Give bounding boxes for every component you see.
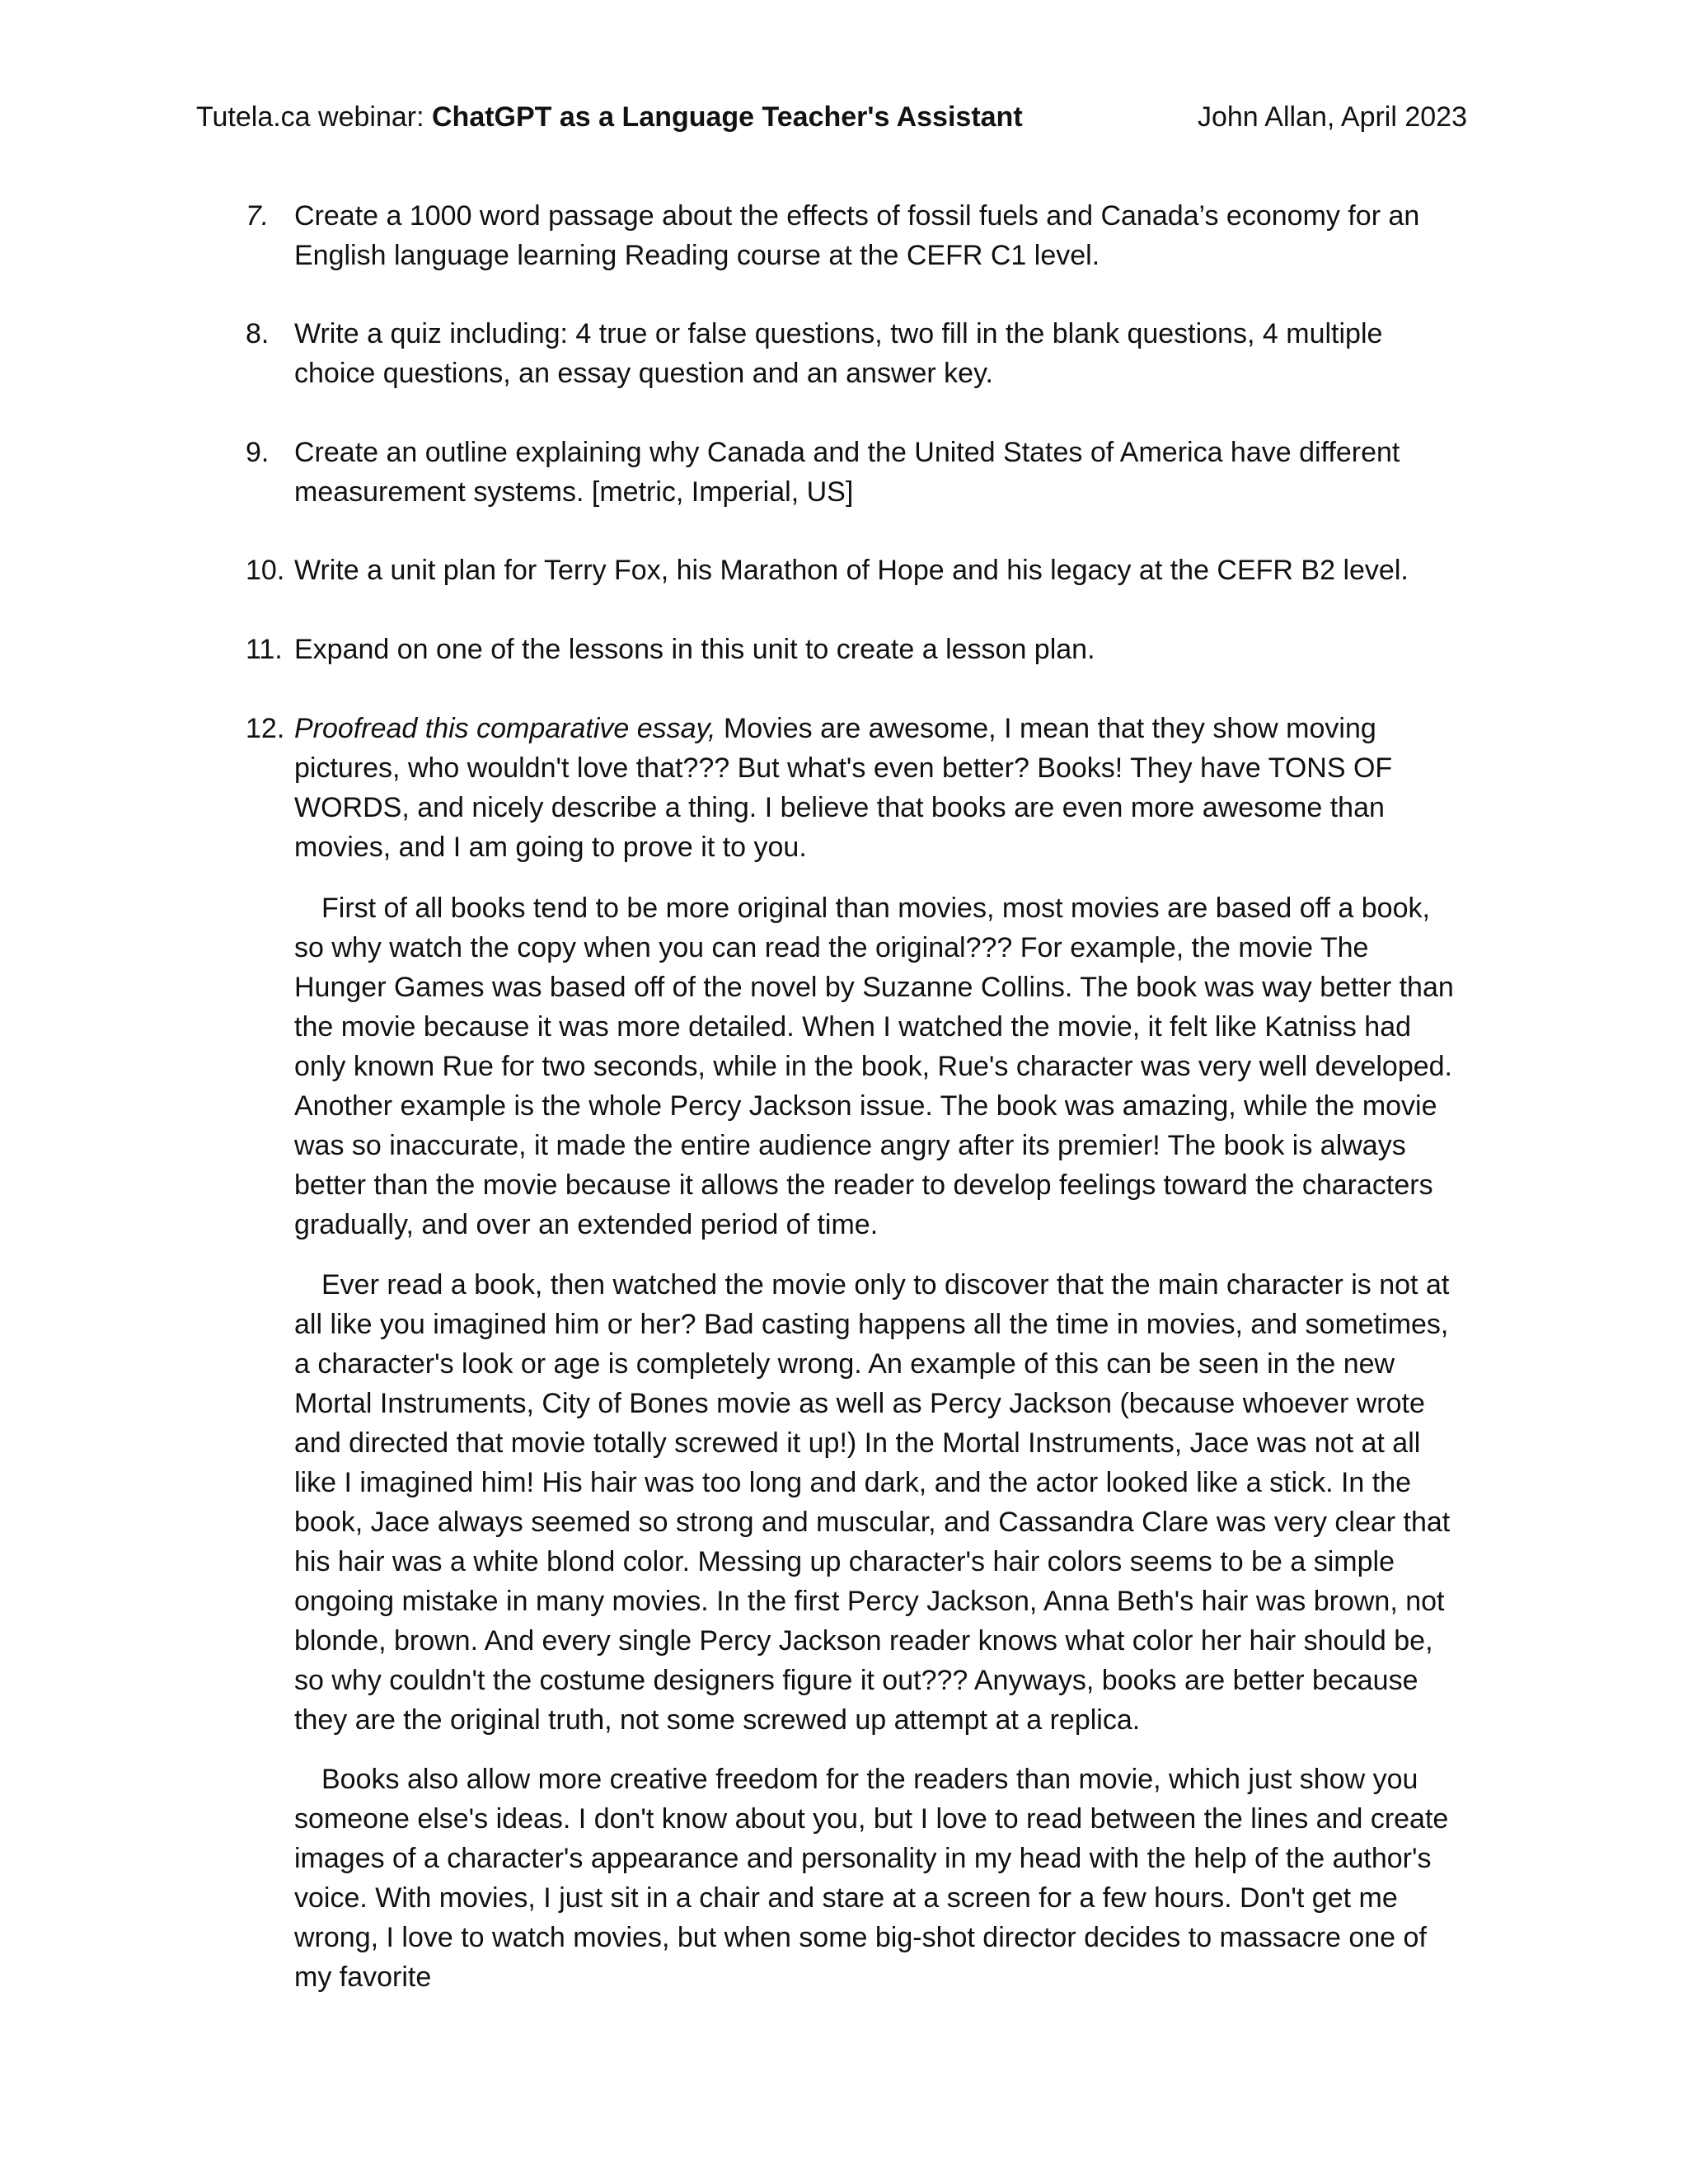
- list-item-number: 9.: [246, 437, 270, 468]
- header-prefix: Tutela.ca webinar:: [196, 101, 432, 133]
- list-item-text: Write a quiz including: 4 true or false questions, two fill in the blank questions, 4 multiple choice questions, an essay question and an answer key.: [294, 318, 1383, 389]
- list-item-text: Expand on one of the lessons in this unit to create a lesson plan.: [294, 634, 1095, 665]
- list-item-number: 12.: [246, 713, 285, 744]
- list-item-text: [294, 709, 1467, 867]
- essay-opening: Movies are awesome, I mean that they show moving pictures, who wouldn't love that??? But what's even better? Books! They have TONS OF WORDS, and nicely describe a thing. I believe that books are even more awesome than movies, and I am going to prove it to you.: [294, 713, 1393, 863]
- essay-paragraph: Ever read a book, then watched the movie only to discover that the main character is not at all like you imagined him or her? Bad casting happens all the time in movies, and sometimes, a character's look or age is completely wrong. An example of this can be seen in the new Mortal Instruments, City of Bones movie as well as Percy Jackson (because whoever wrote and directed that movie totally screwed it up!) In the Mortal Instruments, Jace was not at all like I imagined him! His hair was too long and dark, and the actor looked like a stick. In the book, Jace always seemed so strong and muscular, and Cassandra Clare was very clear that his hair was a white blond color. Messing up character's hair colors seems to be a simple ongoing mistake in many movies. In the first Percy Jackson, Anna Beth's hair was brown, not blonde, brown. And every single Percy Jackson reader knows what color her hair should be, so why couldn't the costume designers figure it out??? Anyways, books are better because they are the original truth, not some screwed up attempt at a replica.: [294, 1269, 1451, 1736]
- list-item-text: Write a unit plan for Terry Fox, his Marathon of Hope and his legacy at the CEFR B2 level.: [294, 555, 1409, 586]
- page-header: [196, 97, 1467, 137]
- list-item-text: Create a 1000 word passage about the effects of fossil fuels and Canada’s economy for an English language learning Reading course at the CEFR C1 level.: [294, 200, 1420, 271]
- list-item-number: 11.: [246, 634, 283, 665]
- list-item-text: Create an outline explaining why Canada and the United States of America have different measurement systems. [metric, Imperial, US]: [294, 437, 1400, 508]
- italic-lead: Proofread this comparative essay,: [294, 713, 716, 744]
- list-item-number: 8.: [246, 318, 270, 349]
- webinar-title: ChatGPT as a Language Teacher's Assistant: [432, 101, 1023, 133]
- essay-paragraph: First of all books tend to be more original than movies, most movies are based off a book, so why watch the copy when you can read the original??? For example, the movie The Hunger Games was based off of the novel by Suzanne Collins. The book was way better than the movie because it was more detailed. When I watched the movie, it felt like Katniss had only known Rue for two seconds, while in the book, Rue's character was very well developed. Another example is the whole Percy Jackson issue. The book was amazing, while the movie was so inaccurate, it made the entire audience angry after its premier! The book is always better than the movie because it allows the reader to develop feelings toward the characters gradually, and over an extended period of time.: [294, 893, 1454, 1240]
- list-item-number: 10.: [246, 555, 285, 586]
- list-item-number: 7.: [246, 200, 270, 232]
- essay-paragraph: Books also allow more creative freedom for the readers than movie, which just show you someone else's ideas. I don't know about you, but I love to read between the lines and create images of a character's appearance and personality in my head with the help of the author's voice. With movies, I just sit in a chair and stare at a screen for a few hours. Don't get me wrong, I love to watch movies, but when some big-shot director decides to massacre one of my favorite: [294, 1764, 1449, 1993]
- header-title: [196, 97, 1023, 137]
- header-author-date: John Allan, April 2023: [1197, 101, 1467, 133]
